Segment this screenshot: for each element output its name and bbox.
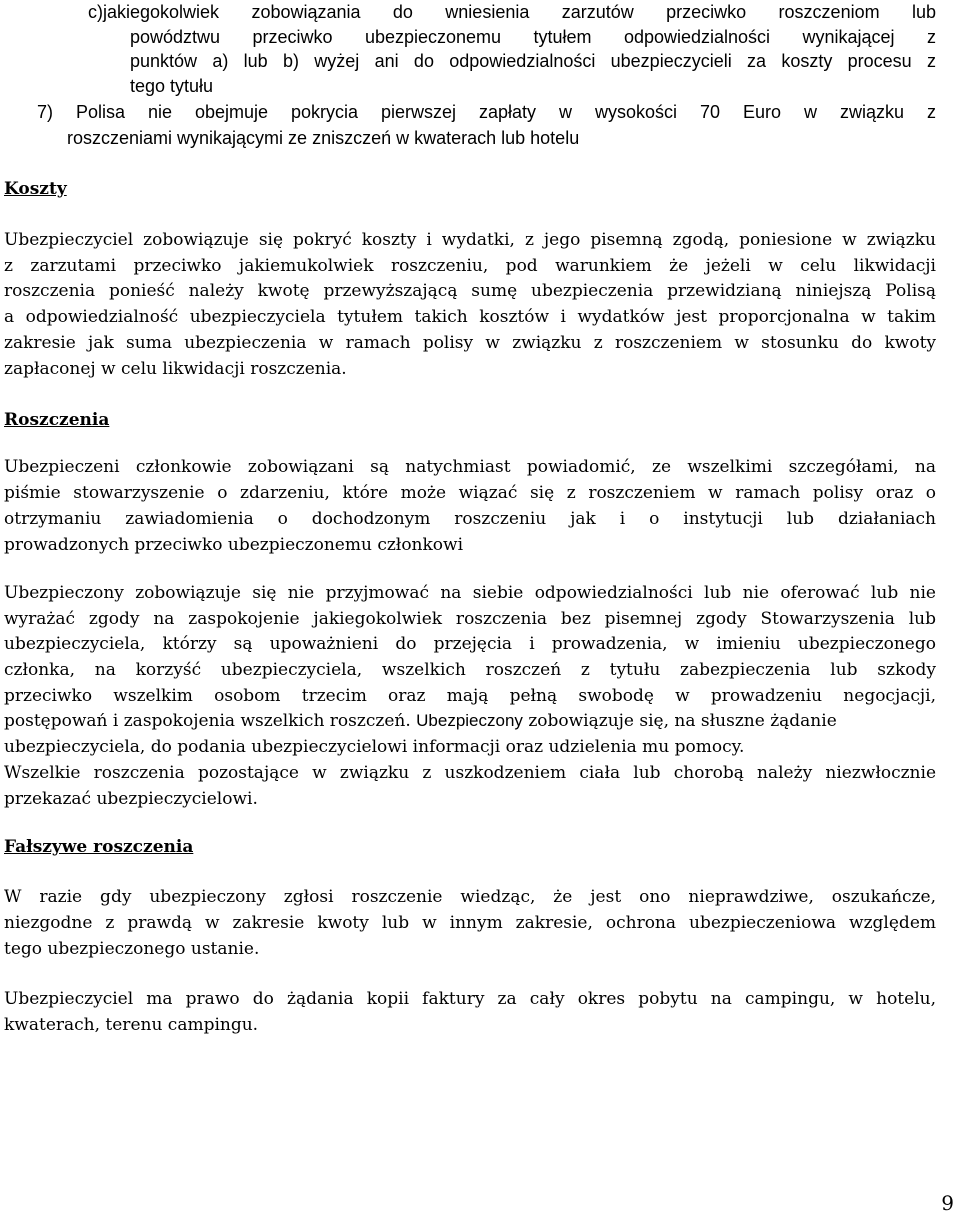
- list-item-7-line-2: roszczeniami wynikającymi ze zniszczeń w kwaterach lub hotelu: [67, 128, 580, 148]
- roszczenia-para2-line-3: ubezpieczyciela, którzy są upoważnieni do przejęcia i prowadzenia, w imieniu ubezpieczonego: [4, 634, 936, 654]
- section-heading-roszczenia: Roszczenia: [4, 410, 110, 430]
- section-heading-falszywe-roszczenia: Fałszywe roszczenia: [4, 837, 194, 857]
- roszczenia-para2-line-6-part-b: Ubezpieczony: [416, 711, 523, 730]
- koszty-para-line-6: zapłaconej w celu likwidacji roszczenia.: [4, 359, 347, 379]
- list-item-c-line-4: tego tytułu: [130, 76, 214, 96]
- list-item-c-line-3: punktów a) lub b) wyżej ani do odpowiedzialności ubezpieczycieli za koszty procesu z: [130, 51, 936, 71]
- roszczenia-para2-line-4: członka, na korzyść ubezpieczyciela, wszelkich roszczeń z tytułu zabezpieczenia lub szkody: [4, 660, 936, 680]
- falszywe-para2-line-1: Ubezpieczyciel ma prawo do żądania kopii faktury za cały okres pobytu na campingu, w hotelu,: [4, 989, 936, 1009]
- list-item-c-line-1: c)jakiegokolwiek zobowiązania do wniesienia zarzutów przeciwko roszczeniom lub: [88, 2, 936, 22]
- falszywe-para1-line-1: W razie gdy ubezpieczony zgłosi roszczenie wiedząc, że jest ono nieprawdziwe, oszukańcze,: [4, 887, 936, 907]
- koszty-para-line-2: z zarzutami przeciwko jakiemukolwiek roszczeniu, pod warunkiem że jeżeli w celu likwidacji: [4, 256, 936, 276]
- koszty-para-line-4: a odpowiedzialność ubezpieczyciela tytułem takich kosztów i wydatków jest proporcjonalna w takim: [4, 307, 936, 327]
- roszczenia-para2-line-6-part-c: zobowiązuje się, na słuszne żądanie: [522, 711, 837, 731]
- koszty-para-line-3: roszczenia ponieść należy kwotę przewyższającą sumę ubezpieczenia przewidzianą niniejszą Polisą: [4, 281, 936, 301]
- roszczenia-para2-line-6-part-a: postępowań i zaspokojenia wszelkich roszczeń.: [4, 711, 417, 731]
- falszywe-para2-line-2: kwaterach, terenu campingu.: [4, 1015, 259, 1035]
- falszywe-para1-line-2: niezgodne z prawdą w zakresie kwoty lub w innym zakresie, ochrona ubezpieczeniowa względem: [4, 913, 936, 933]
- roszczenia-para1-line-1: Ubezpieczeni członkowie zobowiązani są natychmiast powiadomić, ze wszelkimi szczegółami, na: [4, 457, 936, 477]
- roszczenia-para2-line-5: przeciwko wszelkim osobom trzecim oraz mają pełną swobodę w prowadzeniu negocjacji,: [4, 686, 936, 706]
- roszczenia-para2-line-9: przekazać ubezpieczycielowi.: [4, 789, 258, 809]
- koszty-para-line-5: zakresie jak suma ubezpieczenia w ramach polisy w związku z roszczeniem w stosunku do kwoty: [4, 333, 936, 353]
- section-heading-koszty: Koszty: [4, 179, 67, 199]
- list-item-7-line-1: 7) Polisa nie obejmuje pokrycia pierwszej zapłaty w wysokości 70 Euro w związku z: [37, 102, 936, 122]
- roszczenia-para1-line-3: otrzymaniu zawiadomienia o dochodzonym roszczeniu jak i o instytucji lub działaniach: [4, 509, 936, 529]
- falszywe-para1-line-3: tego ubezpieczonego ustanie.: [4, 939, 260, 959]
- list-item-c-line-2: powództwu przeciwko ubezpieczonemu tytułem odpowiedzialności wynikającej z: [130, 27, 936, 47]
- roszczenia-para2-line-1: Ubezpieczony zobowiązuje się nie przyjmować na siebie odpowiedzialności lub nie oferować lub nie: [4, 583, 936, 603]
- roszczenia-para2-line-8: Wszelkie roszczenia pozostające w związku z uszkodzeniem ciała lub chorobą należy niezwłocznie: [4, 763, 936, 783]
- roszczenia-para1-line-2: piśmie stowarzyszenie o zdarzeniu, które może wiązać się z roszczeniem w ramach polisy oraz o: [4, 483, 936, 503]
- page-number: 9: [941, 1191, 954, 1215]
- koszty-para-line-1: Ubezpieczyciel zobowiązuje się pokryć koszty i wydatki, z jego pisemną zgodą, poniesione w związku: [4, 230, 936, 250]
- roszczenia-para1-line-4: prowadzonych przeciwko ubezpieczonemu członkowi: [4, 535, 464, 555]
- roszczenia-para2-line-2: wyrażać zgody na zaspokojenie jakiegokolwiek roszczenia bez pisemnej zgody Stowarzyszenia lub: [4, 609, 936, 629]
- roszczenia-para2-line-7: ubezpieczyciela, do podania ubezpieczycielowi informacji oraz udzielenia mu pomocy.: [4, 737, 745, 757]
- roszczenia-para2-line-6: [4, 710, 837, 732]
